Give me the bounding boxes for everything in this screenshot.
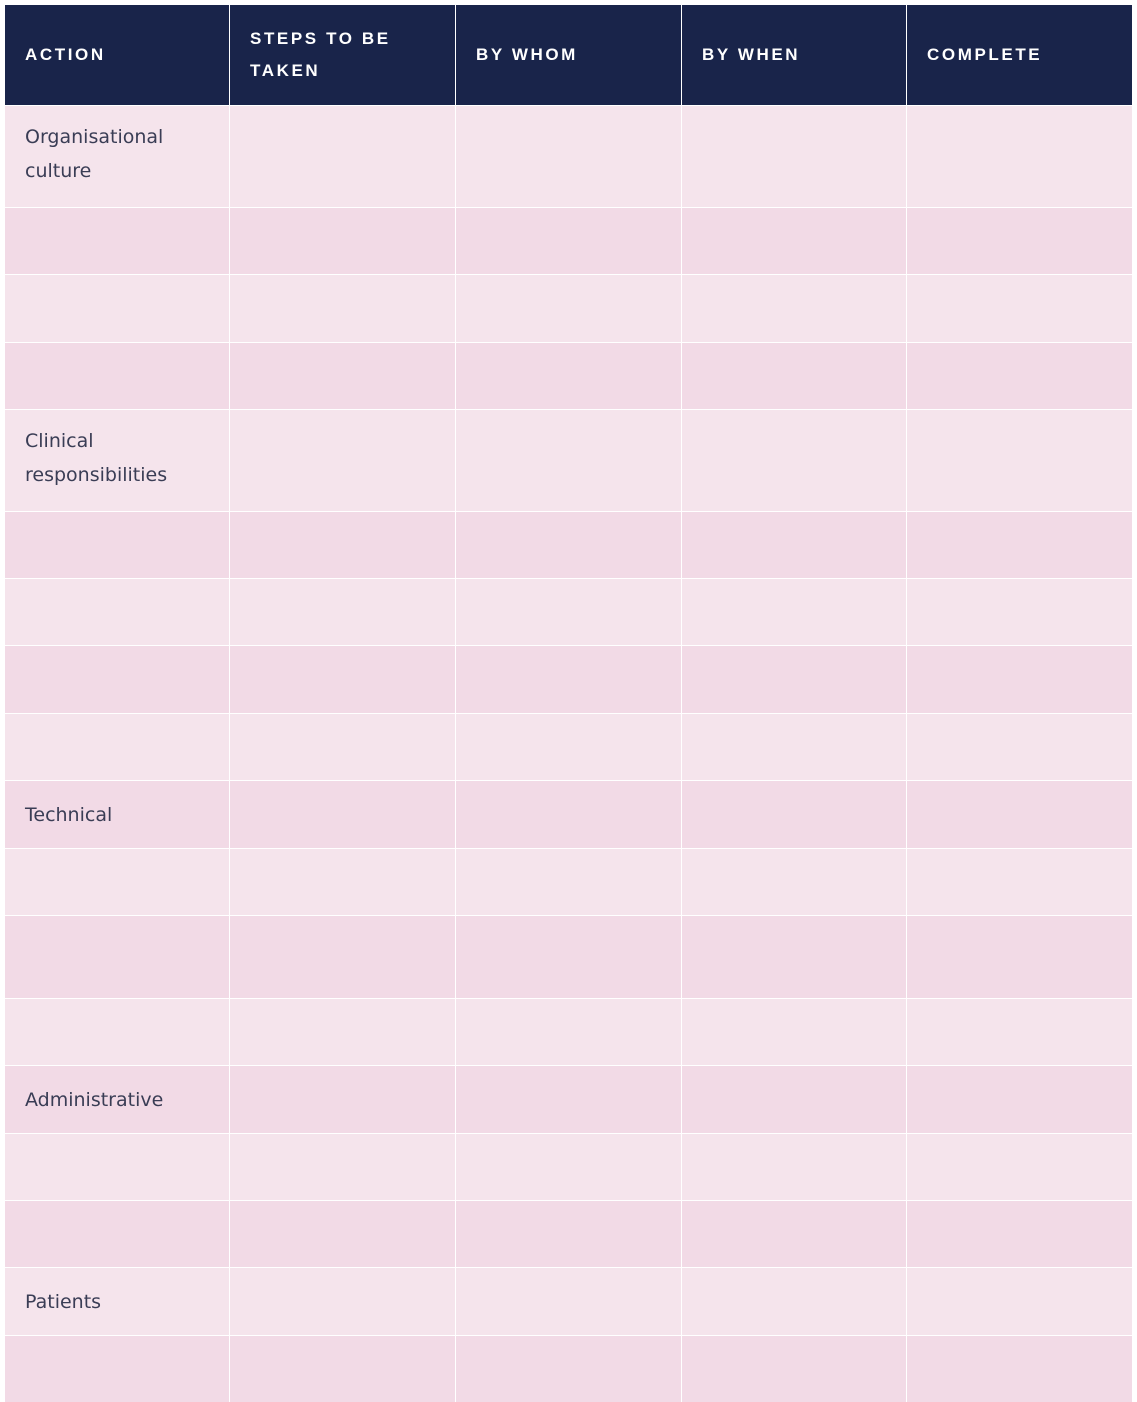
header-by-when: BY WHEN [682,5,906,105]
by-when-cell[interactable] [682,916,906,998]
complete-cell[interactable] [907,579,1132,645]
steps-cell[interactable] [230,1336,455,1402]
action-cell [5,512,229,578]
complete-cell[interactable] [907,208,1132,274]
by-when-cell[interactable] [682,579,906,645]
action-cell [5,208,229,274]
complete-cell[interactable] [907,343,1132,409]
complete-cell[interactable] [907,781,1132,848]
complete-cell[interactable] [907,916,1132,998]
steps-cell[interactable] [230,512,455,578]
complete-cell[interactable] [907,1268,1132,1335]
by-when-cell[interactable] [682,512,906,578]
by-when-cell[interactable] [682,1134,906,1200]
action-cell [5,999,229,1065]
by-whom-cell[interactable] [456,275,681,342]
complete-cell[interactable] [907,512,1132,578]
complete-cell[interactable] [907,106,1132,207]
header-action: ACTION [5,5,229,105]
steps-cell[interactable] [230,1066,455,1133]
by-when-cell[interactable] [682,646,906,713]
steps-cell[interactable] [230,999,455,1065]
action-cell [5,916,229,998]
action-cell [5,275,229,342]
steps-cell[interactable] [230,1201,455,1267]
action-cell [5,1134,229,1200]
header-complete: COMPLETE [907,5,1132,105]
by-when-cell[interactable] [682,106,906,207]
by-whom-cell[interactable] [456,1066,681,1133]
header-by-whom: BY WHOM [456,5,681,105]
by-whom-cell[interactable] [456,646,681,713]
by-when-cell[interactable] [682,1336,906,1402]
steps-cell[interactable] [230,106,455,207]
by-when-cell[interactable] [682,410,906,511]
by-when-cell[interactable] [682,849,906,915]
by-whom-cell[interactable] [456,343,681,409]
by-when-cell[interactable] [682,1066,906,1133]
steps-cell[interactable] [230,1268,455,1335]
complete-cell[interactable] [907,1066,1132,1133]
by-whom-cell[interactable] [456,781,681,848]
complete-cell[interactable] [907,275,1132,342]
by-when-cell[interactable] [682,1201,906,1267]
by-whom-cell[interactable] [456,1201,681,1267]
by-when-cell[interactable] [682,1268,906,1335]
action-cell [5,714,229,780]
by-whom-cell[interactable] [456,849,681,915]
steps-cell[interactable] [230,849,455,915]
steps-cell[interactable] [230,579,455,645]
steps-cell[interactable] [230,1134,455,1200]
action-cell: Organisational culture [5,106,229,207]
steps-cell[interactable] [230,275,455,342]
complete-cell[interactable] [907,714,1132,780]
by-whom-cell[interactable] [456,999,681,1065]
action-plan-table [5,5,1132,1402]
action-cell [5,343,229,409]
by-when-cell[interactable] [682,208,906,274]
by-whom-cell[interactable] [456,1336,681,1402]
action-cell [5,579,229,645]
action-cell: Administrative [5,1066,229,1133]
by-when-cell[interactable] [682,781,906,848]
complete-cell[interactable] [907,1201,1132,1267]
complete-cell[interactable] [907,1134,1132,1200]
by-when-cell[interactable] [682,714,906,780]
by-when-cell[interactable] [682,999,906,1065]
by-whom-cell[interactable] [456,106,681,207]
action-cell [5,1336,229,1402]
action-cell: Technical [5,781,229,848]
by-when-cell[interactable] [682,343,906,409]
by-whom-cell[interactable] [456,579,681,645]
steps-cell[interactable] [230,916,455,998]
by-whom-cell[interactable] [456,714,681,780]
complete-cell[interactable] [907,849,1132,915]
steps-cell[interactable] [230,343,455,409]
steps-cell[interactable] [230,410,455,511]
by-whom-cell[interactable] [456,916,681,998]
steps-cell[interactable] [230,208,455,274]
complete-cell[interactable] [907,410,1132,511]
by-whom-cell[interactable] [456,410,681,511]
action-cell [5,646,229,713]
by-whom-cell[interactable] [456,1134,681,1200]
complete-cell[interactable] [907,646,1132,713]
by-whom-cell[interactable] [456,1268,681,1335]
steps-cell[interactable] [230,646,455,713]
action-cell: Clinical responsibilities [5,410,229,511]
action-cell: Patients [5,1268,229,1335]
steps-cell[interactable] [230,714,455,780]
by-when-cell[interactable] [682,275,906,342]
complete-cell[interactable] [907,999,1132,1065]
by-whom-cell[interactable] [456,512,681,578]
steps-cell[interactable] [230,781,455,848]
action-cell [5,1201,229,1267]
by-whom-cell[interactable] [456,208,681,274]
complete-cell[interactable] [907,1336,1132,1402]
action-cell [5,849,229,915]
header-steps-to-be-taken: STEPS TO BE TAKEN [230,5,455,105]
